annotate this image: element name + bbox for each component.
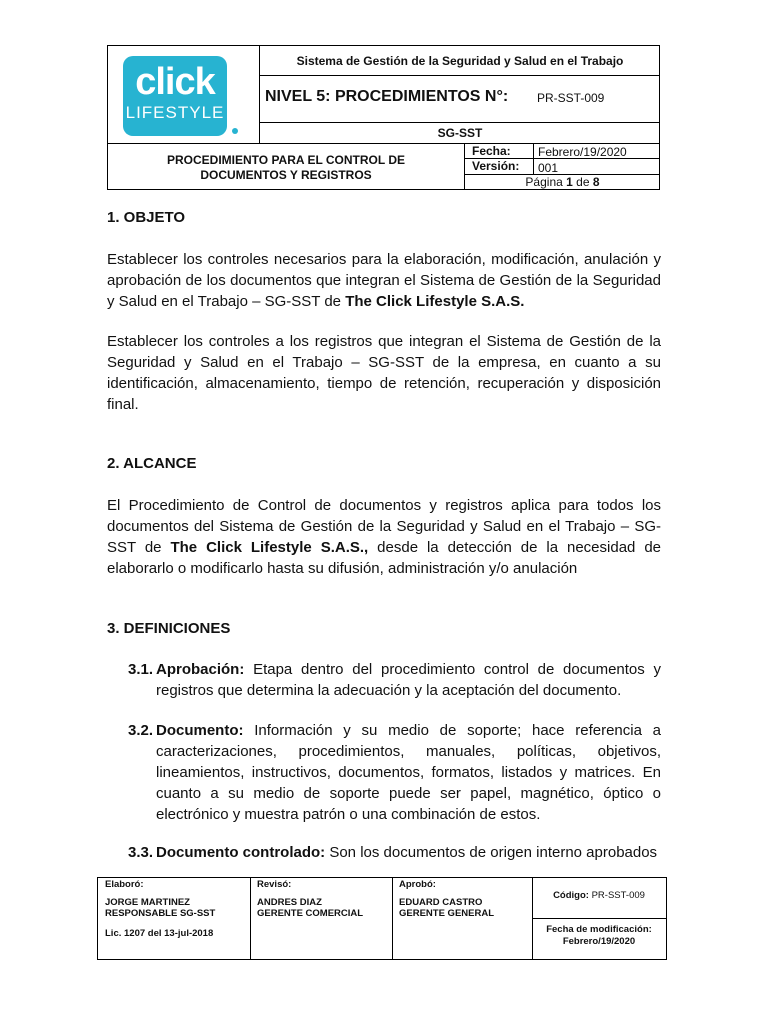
sgsst-label: SG-SST: [437, 126, 483, 140]
definition-text: Información y su medio de soporte; hace referencia a caracterizaciones, procedimientos, manuales, políticas, objetivos, lineamientos, instructivos, documentos, formatos, listados y matrices. En cuanto a su medio de soporte puede ser papel, magnético, óptico o electrónico y muestra patrón o una combinación de estos.: [156, 722, 661, 823]
system-title: Sistema de Gestión de la Seguridad y Salud en el Trabajo: [296, 54, 624, 68]
divider: [259, 75, 659, 76]
page-of: de: [576, 175, 590, 189]
objeto-paragraph-1: [107, 249, 661, 312]
page-indicator: [464, 175, 661, 189]
logo-text-click: click: [135, 61, 215, 103]
company-name: The Click Lifestyle S.A.S.,: [170, 539, 369, 556]
divider: [250, 878, 251, 959]
elaboro-name: JORGE MARTINEZ: [105, 897, 190, 908]
definition-item: [128, 720, 661, 825]
definition-number: 3.3.: [128, 844, 154, 861]
objeto-paragraph-2: Establecer los controles a los registros que integran el Sistema de Gestión de la Seguridad y Salud en el Trabajo – SG-SST de la empresa, en cuanto a su identificación, almacenamiento, tiempo de retención, recuperación y disposición final.: [107, 333, 661, 413]
alcance-paragraph: [107, 495, 661, 579]
reviso-role: GERENTE COMERCIAL: [257, 908, 364, 919]
company-logo: [123, 56, 227, 136]
definition-term: Aprobación:: [156, 661, 245, 678]
fecha-mod-label: Fecha de modificación:: [546, 924, 652, 935]
document-header-table: [107, 45, 660, 190]
logo-text-lifestyle: LIFESTYLE: [125, 103, 225, 122]
fecha-label: Fecha:: [472, 144, 511, 158]
codigo-value: PR-SST-009: [591, 890, 645, 901]
logo-dot: [232, 128, 238, 134]
section-title-objeto: 1. OBJETO: [107, 209, 186, 226]
section-title-alcance: 2. ALCANCE: [107, 455, 197, 472]
reviso-label: Revisó:: [257, 879, 292, 890]
doc-title-line2: DOCUMENTOS Y REGISTROS: [200, 168, 372, 182]
codigo-label: Código:: [553, 890, 589, 901]
divider: [392, 878, 393, 959]
divider: [532, 918, 666, 919]
definition-item: [128, 659, 661, 701]
definition-text: Etapa dentro del procedimiento control de documentos y registros que determina la adecuación y la aceptación del documento.: [156, 661, 661, 699]
objeto-p1-text: Establecer los controles necesarios para la elaboración, modificación, anulación y aprobación de los documentos que integran el Sistema de Gestión de la Seguridad y Salud en el Trabajo – SG-SST de: [107, 251, 661, 310]
definition-term: Documento:: [156, 722, 244, 739]
definition-number: 3.2.: [128, 722, 154, 739]
codigo-cell: [532, 890, 666, 901]
page-current: 1: [566, 175, 573, 189]
company-name: The Click Lifestyle S.A.S.: [345, 293, 525, 310]
doc-title-line1: PROCEDIMIENTO PARA EL CONTROL DE: [166, 153, 406, 167]
alcance-p1-post: desde la detección de la necesidad de elaborarlo o modificarlo hasta su difusión, administración y/o anulación: [107, 539, 662, 577]
definition-number: 3.1.: [128, 661, 154, 678]
level-label: NIVEL 5: PROCEDIMIENTOS N°:: [265, 88, 509, 105]
aprobo-role: GERENTE GENERAL: [399, 908, 495, 919]
definition-text: Son los documentos de origen interno aprobados: [325, 844, 658, 861]
alcance-p1-pre: El Procedimiento de Control de documentos y registros aplica para todos los documentos del Sistema de Gestión de la Seguridad y Salud en el Trabajo – SG-SST de: [107, 497, 661, 556]
divider: [108, 143, 659, 144]
elaboro-label: Elaboró:: [105, 879, 144, 890]
version-label: Versión:: [472, 159, 520, 173]
version-value: 001: [538, 161, 559, 175]
definition-item: [128, 842, 661, 863]
fecha-value: Febrero/19/2020: [538, 145, 627, 159]
reviso-name: ANDRES DIAZ: [257, 897, 322, 908]
aprobo-name: EDUARD CASTRO: [399, 897, 483, 908]
page-total: 8: [592, 175, 600, 189]
elaboro-license: Lic. 1207 del 13-jul-2018: [105, 928, 214, 939]
page-prefix: Página: [525, 175, 563, 189]
elaboro-role: RESPONSABLE SG-SST: [105, 908, 216, 919]
procedure-code: PR-SST-009: [537, 91, 605, 105]
approval-footer-table: [97, 877, 667, 960]
definition-term: Documento controlado:: [156, 844, 326, 861]
divider: [259, 122, 659, 123]
fecha-mod-value: Febrero/19/2020: [562, 936, 636, 947]
aprobo-label: Aprobó:: [399, 879, 436, 890]
section-title-definiciones: 3. DEFINICIONES: [107, 620, 231, 637]
